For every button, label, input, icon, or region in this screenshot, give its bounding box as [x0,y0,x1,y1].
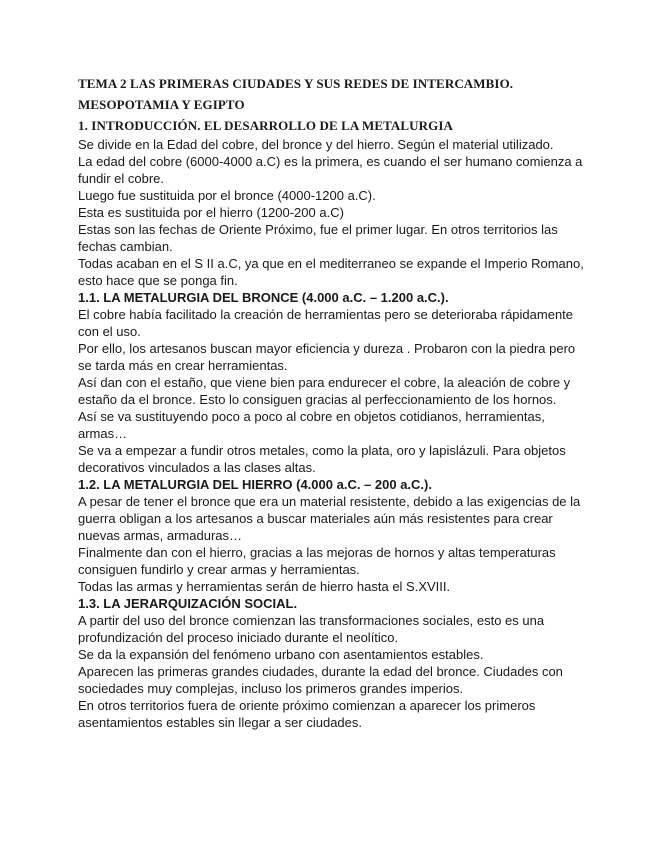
paragraph: A partir del uso del bronce comienzan las transformaciones sociales, esto es una profundización del proceso iniciado durante el neolítico. [78,613,545,645]
paragraph: La edad del cobre (6000-4000 a.C) es la primera, es cuando el ser humano comienza a fundir el cobre. [78,154,583,186]
document-content [78,74,588,731]
paragraph: Se divide en la Edad del cobre, del bronce y del hierro. Según el material utilizado. [78,137,554,152]
paragraph: Estas son las fechas de Oriente Próximo, fue el primer lugar. En otros territorios las fechas cambian. [78,222,558,254]
paragraph: Así dan con el estaño, que viene bien para endurecer el cobre, la aleación de cobre y estaño da el bronce. Esto lo consiguen gracias al perfeccionamiento de los hornos. [78,375,571,407]
paragraph: Esta es sustituida por el hierro (1200-200 a.C) [78,205,344,220]
document-title-line-2: MESOPOTAMIA Y EGIPTO [78,97,245,112]
paragraph: Luego fue sustituida por el bronce (4000-1200 a.C). [78,188,376,203]
subsection-heading-bronce: 1.1. LA METALURGIA DEL BRONCE (4.000 a.C. – 1.200 a.C.). [78,290,449,305]
paragraph: En otros territorios fuera de oriente próximo comienzan a aparecer los primeros asentamientos estables sin llegar a ser ciudades. [78,698,536,730]
paragraph: Todas acaban en el S II a.C, ya que en el mediterraneo se expande el Imperio Romano, esto hace que se ponga fin. [78,256,584,288]
paragraph: Aparecen las primeras grandes ciudades, durante la edad del bronce. Ciudades con sociedades muy complejas, incluso los primeros grandes imperios. [78,664,563,696]
paragraph: Así se va sustituyendo poco a poco al cobre en objetos cotidianos, herramientas, armas… [78,409,545,441]
paragraph: A pesar de tener el bronce que era un material resistente, debido a las exigencias de la guerra obligan a los artesanos a buscar materiales aún más resistentes para crear nuevas armas, armaduras… [78,494,581,543]
paragraph: El cobre había facilitado la creación de herramientas pero se deterioraba rápidamente con el uso. [78,307,574,339]
paragraph: Todas las armas y herramientas serán de hierro hasta el S.XVIII. [78,579,451,594]
paragraph: Se da la expansión del fenómeno urbano con asentamientos estables. [78,647,484,662]
paragraph: Por ello, los artesanos buscan mayor eficiencia y dureza . Probaron con la piedra pero se tarda más en crear herramientas. [78,341,576,373]
document-title-line-1: TEMA 2 LAS PRIMERAS CIUDADES Y SUS REDES DE INTERCAMBIO. [78,76,514,91]
paragraph: Se va a empezar a fundir otros metales, como la plata, oro y lapislázuli. Para objetos decorativos vinculados a las clases altas. [78,443,566,475]
subsection-heading-jerarquizacion: 1.3. LA JERARQUIZACIÓN SOCIAL. [78,596,298,611]
paragraph: Finalmente dan con el hierro, gracias a las mejoras de hornos y altas temperaturas consiguen fundirlo y crear armas y herramientas. [78,545,556,577]
subsection-heading-hierro: 1.2. LA METALURGIA DEL HIERRO (4.000 a.C. – 200 a.C.). [78,477,432,492]
section-heading-introduccion: 1. INTRODUCCIÓN. EL DESARROLLO DE LA METALURGIA [78,118,454,133]
